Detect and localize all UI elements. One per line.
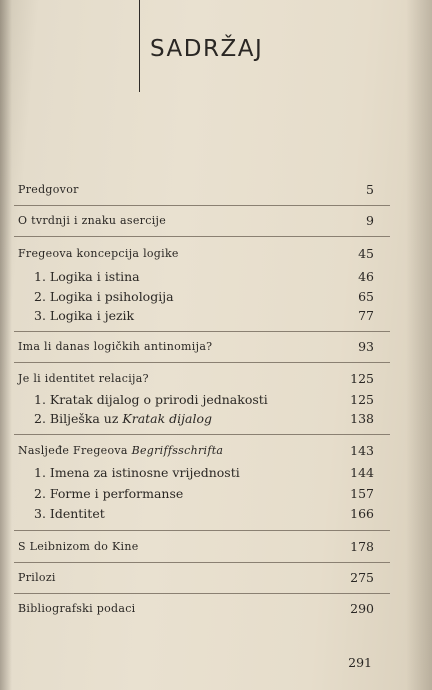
toc-entry-title: Je li identitet relacija?	[18, 372, 149, 385]
toc-subentry	[34, 505, 374, 523]
toc-entry-page: 9	[366, 213, 374, 228]
toc-subentry	[34, 307, 374, 325]
toc-subentry	[34, 391, 374, 409]
toc-entry-title: Nasljeđe Fregeova Begriffsschrifta	[18, 444, 224, 457]
toc-entry-page: 93	[358, 339, 374, 354]
divider	[14, 562, 390, 563]
page-title: SADRŽAJ	[150, 36, 264, 62]
toc-entry-title: S Leibnizom do Kine	[18, 540, 139, 553]
toc-entry-page: 138	[350, 411, 374, 426]
toc-entry-page: 45	[358, 246, 374, 261]
toc-entry-page: 275	[350, 570, 374, 585]
toc-entry-koncepcija	[18, 245, 374, 263]
toc-entry-title: 2. Bilješka uz Kratak dijalog	[34, 411, 213, 426]
toc-entry-title: Ima li danas logičkih antinomija?	[18, 340, 213, 353]
toc-entry-page: 77	[358, 308, 374, 323]
toc-entry-identitet	[18, 370, 374, 388]
toc-entry-asercija	[18, 212, 374, 230]
divider	[14, 362, 390, 363]
divider	[14, 331, 390, 332]
toc-subentry	[34, 410, 374, 428]
toc-entry-page: 178	[350, 539, 374, 554]
toc-entry-page: 5	[366, 182, 374, 197]
toc-entry-title: Prilozi	[18, 571, 56, 584]
toc-entry-title: O tvrdnji i znaku asercije	[18, 214, 167, 227]
toc-entry-prilozi	[18, 569, 374, 587]
divider	[14, 236, 390, 237]
toc-entry-title: 3. Logika i jezik	[34, 308, 135, 323]
toc-entry-title: 1. Logika i istina	[34, 269, 140, 284]
divider	[14, 434, 390, 435]
toc-entry-page: 125	[350, 392, 374, 407]
toc-entry-page: 144	[350, 465, 374, 480]
toc-entry-title: 1. Imena za istinosne vrijednosti	[34, 465, 240, 480]
toc-subentry	[34, 268, 374, 286]
toc-entry-page: 290	[350, 601, 374, 616]
toc-entry-title: Predgovor	[18, 183, 79, 196]
toc-entry-title: 2. Logika i psihologija	[34, 289, 174, 304]
toc-entry-page: 46	[358, 269, 374, 284]
toc-entry-page: 65	[358, 289, 374, 304]
toc-subentry	[34, 485, 374, 503]
toc-entry-page: 166	[350, 506, 374, 521]
toc-subentry	[34, 288, 374, 306]
toc-entry-title: Bibliografski podaci	[18, 602, 136, 615]
toc-entry-predgovor	[18, 181, 374, 199]
divider	[14, 530, 390, 531]
toc-entry-page: 157	[350, 486, 374, 501]
toc-entry-naslijede	[18, 442, 374, 460]
toc-entry-title: 3. Identitet	[34, 506, 105, 521]
divider	[14, 593, 390, 594]
toc-entry-page: 143	[350, 443, 374, 458]
page-number: 291	[348, 655, 372, 670]
toc-entry-title: 1. Kratak dijalog o prirodi jednakosti	[34, 392, 268, 407]
toc-entry-antinomije	[18, 338, 374, 356]
toc-subentry	[34, 464, 374, 482]
toc-entry-leibniz	[18, 538, 374, 556]
toc-entry-title: Fregeova koncepcija logike	[18, 247, 179, 260]
toc-entry-page: 125	[350, 371, 374, 386]
toc-entry-title: 2. Forme i performanse	[34, 486, 184, 501]
toc-entry-bibliografski	[18, 600, 374, 618]
divider	[14, 205, 390, 206]
